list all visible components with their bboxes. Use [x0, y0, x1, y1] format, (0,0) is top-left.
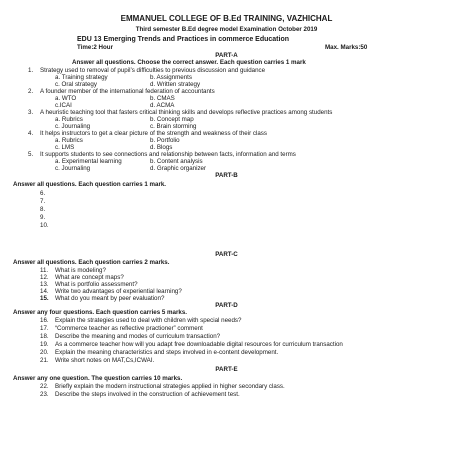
question-text: A heuristic teaching tool that fasters critical thinking skills and develops reflective practices among students — [40, 109, 333, 116]
question-text: What are concept maps? — [55, 274, 124, 281]
question-number: 17. — [40, 325, 49, 332]
question-number: 21. — [40, 357, 49, 364]
question-number: 15. — [40, 295, 49, 302]
question-text: Briefly explain the modern instructional strategies applied in higher secondary class. — [55, 383, 285, 390]
part-a-instruction: Answer all questions. Choose the correct answer. Each question carries 1 mark — [72, 59, 306, 66]
question-text: It supports students to see connections and relationship between facts, information and terms — [40, 151, 296, 158]
question-number: 3. — [28, 109, 34, 116]
option-a: a. Rubrics — [55, 116, 83, 123]
part-b-number-10: 10. — [40, 222, 49, 229]
option-d: d. ACMA — [150, 102, 175, 109]
option-a: a. WTO — [55, 95, 77, 102]
question-number: 4. — [28, 130, 34, 137]
option-c: c. Journaling — [55, 123, 91, 130]
part-e-title: PART-E — [215, 366, 238, 373]
part-b-title: PART-B — [215, 172, 238, 179]
part-c-title: PART-C — [215, 251, 238, 258]
question-text: What do you meant by peer evaluation? — [55, 295, 165, 302]
question-text: It helps instructors to get a clear picture of the strength and weakness of their class — [40, 130, 267, 137]
question-number: 18. — [40, 333, 49, 340]
question-text: Strategy used to removal of pupil’s difficulties to previous discussion and guidance — [40, 67, 266, 74]
option-c: c. Oral strategy — [55, 81, 97, 88]
part-e-instruction: Answer any one question. The question carries 10 marks. — [13, 375, 183, 382]
option-b: b. Concept map — [150, 116, 194, 123]
question-text: As a commerce teacher how will you adapt free downloadable digital resources for curriculum transaction — [55, 341, 343, 348]
time-label: Time:2 Hour — [77, 44, 113, 51]
max-marks-label: Max. Marks:50 — [325, 44, 368, 51]
question-number: 2. — [28, 88, 34, 95]
question-text: Explain the strategies used to deal with children with special needs? — [55, 317, 242, 324]
part-b-number-7: 7. — [40, 198, 46, 205]
option-b: b. Portfolio — [150, 137, 180, 144]
option-c: c. Journaling — [55, 165, 91, 172]
option-d: d. Graphic organizer — [150, 165, 207, 172]
option-a: a. Rubrics — [55, 137, 83, 144]
course-title: EDU 13 Emerging Trends and Practices in commerce Education — [77, 36, 290, 43]
part-d-title: PART-D — [215, 302, 238, 309]
option-c: c.ICAI — [55, 102, 72, 109]
part-d-instruction: Answer any four questions. Each question carries 5 marks. — [13, 309, 187, 316]
question-number: 16. — [40, 317, 49, 324]
option-a: a. Experimental learning — [55, 158, 122, 165]
part-a-title: PART-A — [215, 52, 238, 59]
part-b-number-6: 6. — [40, 190, 46, 197]
part-b-number-9: 9. — [40, 214, 46, 221]
part-c-instruction: Answer all questions. Each question carries 2 marks. — [13, 259, 170, 266]
option-b: b. Assignments — [150, 74, 192, 81]
question-number: 22. — [40, 383, 49, 390]
question-text: Write short notes on MAT,Cs,ICWAI. — [55, 357, 155, 364]
college-name: EMMANUEL COLLEGE OF B.Ed TRAINING, VAZHICHAL — [120, 14, 333, 23]
part-b-instruction: Answer all questions. Each question carries 1 mark. — [13, 181, 167, 188]
question-number: 14. — [40, 288, 49, 295]
option-a: a. Training strategy — [55, 74, 108, 81]
question-number: 20. — [40, 349, 49, 356]
option-d: d. Blogs — [150, 144, 173, 151]
question-text: What is portfolio assessment? — [55, 281, 138, 288]
question-number: 19. — [40, 341, 49, 348]
option-d: c. Brain storming — [150, 123, 197, 130]
option-d: d. Written strategy — [150, 81, 201, 88]
question-number: 13. — [40, 281, 49, 288]
question-text: Describe the meaning and modes of curriculum transaction? — [55, 333, 221, 340]
question-number: 12. — [40, 274, 49, 281]
question-number: 23. — [40, 391, 49, 398]
question-text: “Commerce teacher as reflective practioner” comment — [55, 325, 203, 332]
question-number: 1. — [28, 67, 34, 74]
part-b-number-8: 8. — [40, 206, 46, 213]
question-text: Write two advantages of experiential learning? — [55, 288, 182, 295]
question-text: A founder member of the international federation of accountants — [40, 88, 215, 95]
option-c: c. LMS — [55, 144, 75, 151]
question-number: 5. — [28, 151, 34, 158]
exam-title: Third semester B.Ed degree model Examination October 2019 — [135, 26, 318, 33]
question-text: What is modeling? — [55, 267, 106, 274]
question-text: Describe the steps involved in the construction of achievement test. — [55, 391, 240, 398]
option-b: b. Content analysis — [150, 158, 203, 165]
option-b: b. CMAS — [150, 95, 175, 102]
question-number: 11. — [40, 267, 49, 274]
question-text: Explain the meaning characteristics and steps involved in e-content development. — [55, 349, 279, 356]
